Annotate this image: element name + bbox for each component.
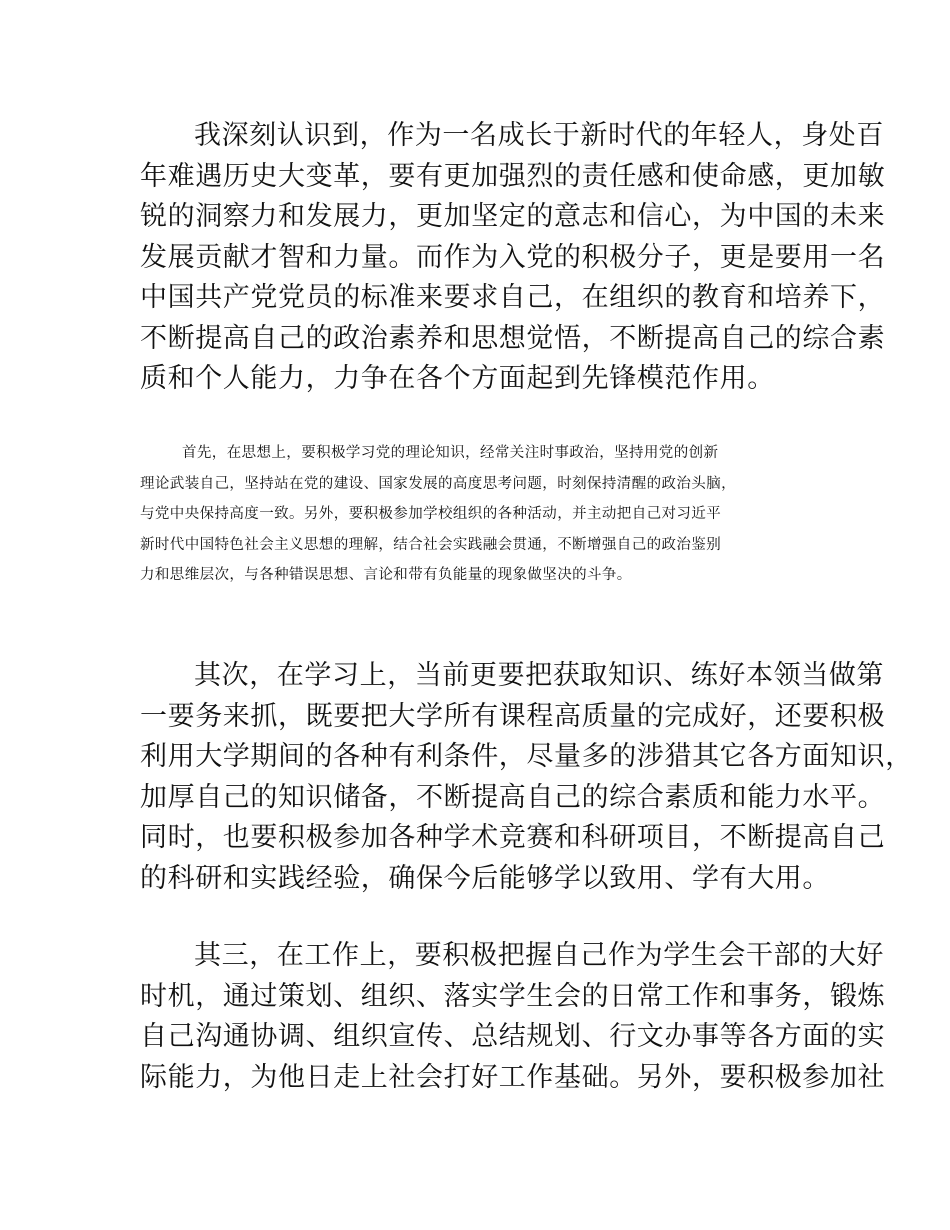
text-line: 新时代中国特色社会主义思想的理解，结合社会实践融会贯通，不断增强自己的政治鉴别 bbox=[140, 536, 722, 553]
text-line: 加厚自己的知识储备，不断提高自己的综合素质和能力水平。 bbox=[140, 781, 886, 813]
text-line: 首先，在思想上，要积极学习党的理论知识，经常关注时事政治，坚持用党的创新 bbox=[182, 445, 719, 461]
text-line: 利用大学期间的各种有利条件，尽量多的涉猎其它各方面知识， bbox=[140, 741, 913, 772]
text-line: 年难遇历史大变革，要有更加强烈的责任感和使命感，更加敏 bbox=[140, 160, 886, 192]
paragraph-2 bbox=[140, 438, 810, 591]
text-line: 发展贡献才智和力量。而作为入党的积极分子，更是要用一名 bbox=[140, 241, 886, 273]
text-line: 际能力，为他日走上社会打好工作基础。另外，要积极参加社 bbox=[140, 1061, 886, 1093]
text-line: 其三，在工作上，要积极把握自己作为学生会干部的大好 bbox=[194, 940, 884, 971]
paragraph-1 bbox=[140, 116, 886, 400]
text-line: 同时，也要积极参加各种学术竞赛和科研项目，不断提高自己 bbox=[140, 822, 886, 853]
text-line: 的科研和实践经验，确保今后能够学以致用、学有大用。 bbox=[140, 862, 830, 894]
paragraph-3 bbox=[140, 656, 913, 899]
text-line: 我深刻认识到，作为一名成长于新时代的年轻人，身处百 bbox=[194, 120, 884, 151]
text-line: 理论武装自己，坚持站在党的建设、国家发展的高度思考问题，时刻保持清醒的政治头脑， bbox=[140, 475, 736, 492]
paragraph-4 bbox=[140, 936, 886, 1098]
text-line: 质和个人能力，力争在各个方面起到先锋模范作用。 bbox=[140, 363, 775, 394]
text-line: 自己沟通协调、组织宣传、总结规划、行文办事等各方面的实 bbox=[140, 1021, 886, 1052]
text-line: 锐的洞察力和发展力，更加坚定的意志和信心，为中国的未来 bbox=[140, 201, 886, 232]
text-line: 力和思维层次，与各种错误思想、言论和带有负能量的现象做坚决的斗争。 bbox=[140, 567, 632, 583]
text-line: 一要务来抓，既要把大学所有课程高质量的完成好，还要积极 bbox=[140, 700, 886, 732]
text-line: 时机，通过策划、组织、落实学生会的日常工作和事务，锻炼 bbox=[140, 980, 886, 1012]
text-line: 不断提高自己的政治素养和思想觉悟，不断提高自己的综合素 bbox=[140, 322, 886, 354]
text-line: 其次，在学习上，当前更要把获取知识、练好本领当做第 bbox=[194, 660, 884, 691]
text-line: 与党中央保持高度一致。另外，要积极参加学校组织的各种活动，并主动把自己对习近平 bbox=[140, 506, 722, 522]
text-line: 中国共产党党员的标准来要求自己，在组织的教育和培养下， bbox=[140, 282, 886, 313]
